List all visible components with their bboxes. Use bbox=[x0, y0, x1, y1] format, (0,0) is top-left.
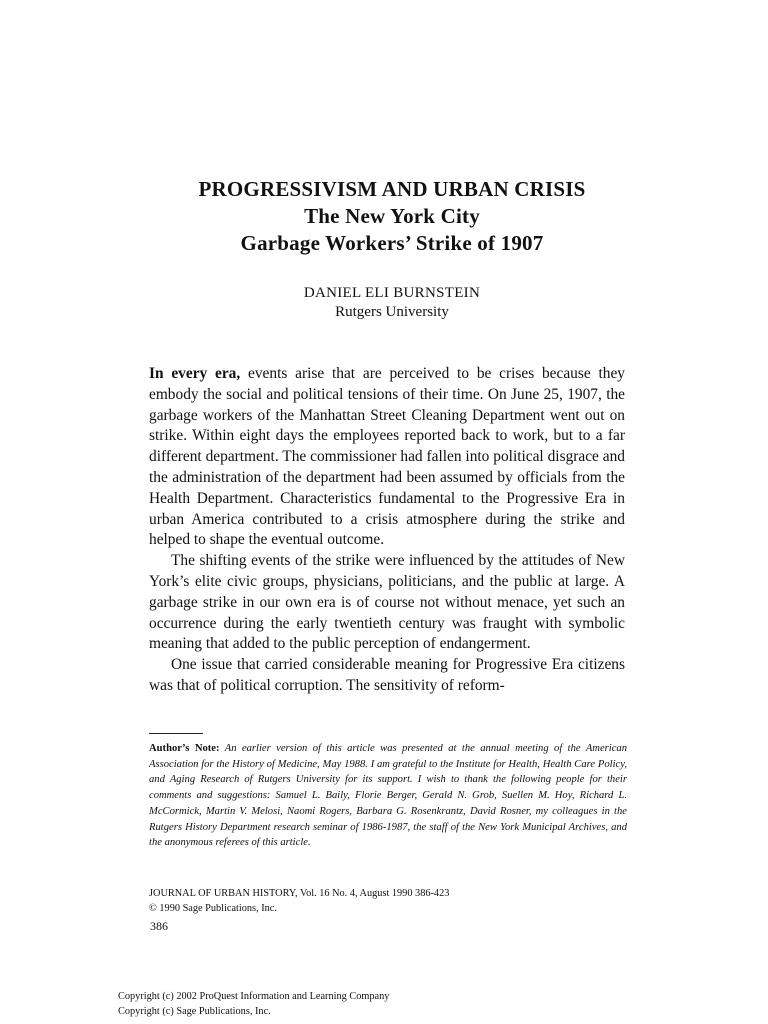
page-number: 386 bbox=[150, 919, 168, 933]
title-line-2: The New York City bbox=[304, 204, 480, 228]
journal-citation bbox=[149, 886, 449, 916]
author-note-label: Author’s Note: bbox=[149, 743, 220, 754]
footnote-divider bbox=[149, 733, 203, 734]
copyright-line-1: Copyright (c) 2002 ProQuest Information and Learning Company bbox=[118, 991, 390, 1002]
byline bbox=[150, 284, 634, 322]
publisher-line: © 1990 Sage Publications, Inc. bbox=[149, 903, 277, 914]
title-line-3: Garbage Workers’ Strike of 1907 bbox=[240, 231, 544, 255]
article-body bbox=[149, 364, 625, 697]
copyright-notice bbox=[118, 990, 389, 1019]
paragraph-1 bbox=[149, 364, 625, 551]
article-title bbox=[150, 176, 634, 257]
paragraph-3: One issue that carried considerable meaning for Progressive Era citizens was that of political corruption. The sensitivity of reform- bbox=[149, 656, 625, 694]
copyright-line-2: Copyright (c) Sage Publications, Inc. bbox=[118, 1005, 271, 1017]
paragraph-2: The shifting events of the strike were influenced by the attitudes of New York’s elite civic groups, physicians, politicians, and the public at large. A garbage strike in our own era is of course not without menace, yet such an occurrence during the early twentieth century was fraught with symbolic meaning that added to the public perception of endangerment. bbox=[149, 552, 625, 653]
author-note-text: An earlier version of this article was presented at the annual meeting of the American Association for the History of Medicine, May 1988. I am grateful to the Institute for Health, Health Care Policy, and Aging Research of Rutgers University for its support. I wish to thank the following people for their comments and suggestions: Samuel L. Baily, Florie Berger, Gerald N. Grob, Suellen M. Hoy, Richard L. McCormick, Martin V. Melosi, Naomi Rogers, Barbara G. Rosenkrantz, David Rosner, my colleagues in the Rutgers History Department research seminar of 1986-1987, the staff of the New York Municipal Archives, and the anonymous referees of this article. bbox=[149, 743, 628, 849]
journal-line: JOURNAL OF URBAN HISTORY, Vol. 16 No. 4, August 1990 386-423 bbox=[149, 888, 450, 899]
author-affiliation: Rutgers University bbox=[335, 304, 449, 320]
lead-in: In every era, bbox=[149, 365, 241, 382]
paragraph-1-text: events arise that are perceived to be crises because they embody the social and political tensions of their time. On June 25, 1907, the garbage workers of the Manhattan Street Cleaning Department went out on strike. Within eight days the employees reported back to work, but to a far different department. The commissioner had fallen into political disgrace and the administration of the department had been assumed by officials from the Health Department. Characteristics fundamental to the Progressive Era in urban America contributed to a crisis atmosphere during the strike and helped to shape the eventual outcome. bbox=[149, 365, 625, 549]
author-name: DANIEL ELI BURNSTEIN bbox=[303, 285, 481, 301]
title-line-1: PROGRESSIVISM AND URBAN CRISIS bbox=[198, 177, 586, 201]
author-note bbox=[149, 741, 627, 851]
